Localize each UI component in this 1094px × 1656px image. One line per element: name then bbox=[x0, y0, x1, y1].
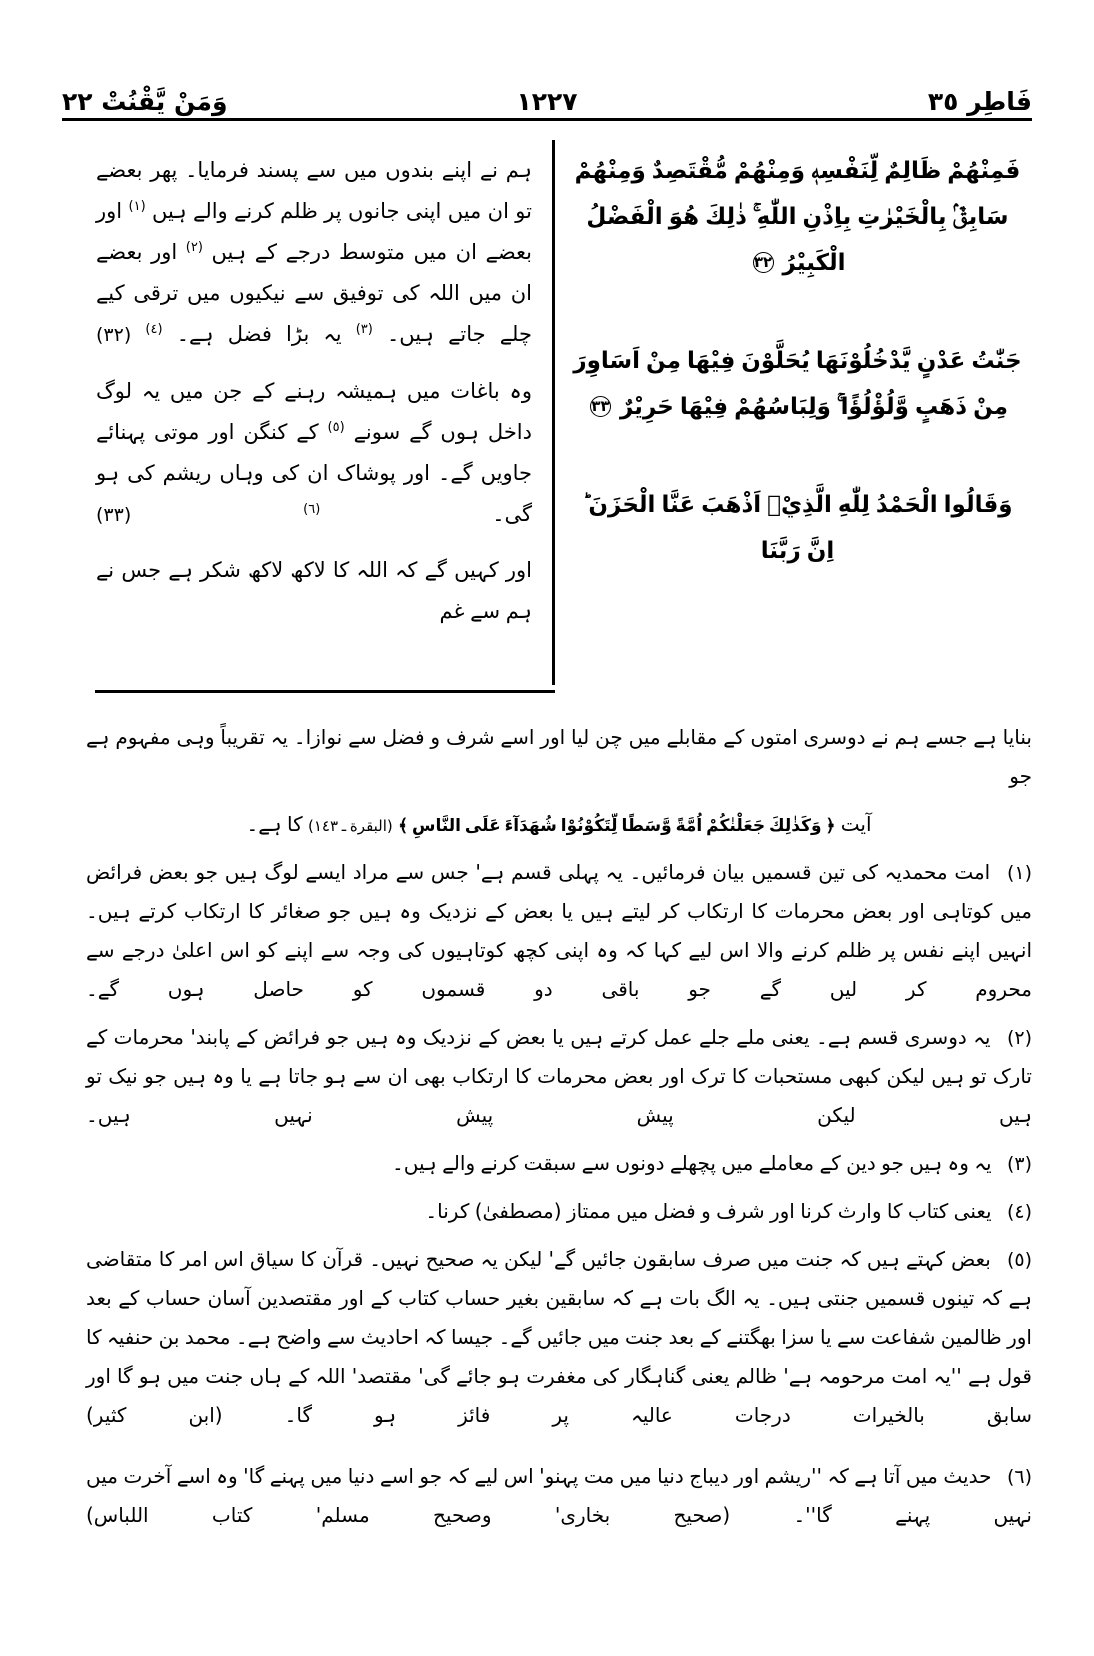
urdu-32-n1: (١) bbox=[128, 198, 146, 214]
urdu-32-verse: (٣٢) bbox=[96, 323, 132, 346]
urdu-32-n4: (٤) bbox=[145, 321, 163, 337]
urdu-para-33 bbox=[96, 371, 532, 535]
header-rule bbox=[62, 118, 1032, 121]
translation-block bbox=[90, 140, 1032, 685]
ayah-32 bbox=[573, 148, 1022, 286]
urdu-32-n3: (٣) bbox=[355, 321, 373, 337]
urdu-translation-column bbox=[90, 140, 552, 685]
urdu-33-t1: وہ باغات میں ہمیشہ رہنے کے جن میں یہ لوگ داخل ہوں گے سونے bbox=[96, 378, 532, 444]
commentary-note-3 bbox=[86, 1144, 1032, 1183]
note-2-number: (٢) bbox=[1006, 1027, 1032, 1050]
ayah-32-marker: ٣٢ bbox=[753, 253, 773, 271]
note-1-text: امت محمدیہ کی تین قسمیں بیان فرمائیں۔ یہ پہلی قسم ہے' جس سے مراد ایسے لوگ ہیں جو بعض فرائض میں کوتاہی اور بعض محرمات کا ارتکاب کر لیتے ہیں یا بعض کے نزدیک وہ ہیں جو صغائر کا ارتکاب کرتے ہیں۔ انہیں اپنے نفس پر ظلم کرنے والا اس لیے کہا کہ وہ اپنی کچھ کوتاہیوں کی وجہ سے اپنے کو اس اعلیٰ درجے سے محروم کر لیں گے جو باقی دو قسموں کو حاصل ہوں گے۔ bbox=[86, 860, 1032, 1002]
commentary-intro-line: بنایا ہے جسے ہم نے دوسری امتوں کے مقابلے میں چن لیا اور اسے شرف و فضل سے نوازا۔ یہ تقریباً وہی مفہوم ہے جو bbox=[86, 725, 1032, 788]
commentary-rule bbox=[95, 690, 555, 693]
commentary-note-2 bbox=[86, 1018, 1032, 1135]
juz-label: وَمَنْ يَّقْنُتْ ٢٢ bbox=[62, 87, 228, 116]
note-5-number: (٥) bbox=[1006, 1249, 1033, 1272]
commentary-note-6 bbox=[86, 1457, 1032, 1535]
page-number: ١٢٢٧ bbox=[516, 87, 578, 116]
urdu-33-n1: (٥) bbox=[327, 419, 345, 435]
urdu-33-t2: کے کنگن اور موتی پہنائے جاویں گے۔ اور پوشاک ان کی وہاں ریشم کی ہو گی۔ bbox=[96, 419, 532, 526]
ayah-33 bbox=[573, 338, 1022, 430]
commentary-note-1 bbox=[86, 853, 1032, 1009]
urdu-32-t2: اور بعضے ان میں متوسط درجے کے ہیں bbox=[96, 198, 533, 264]
ayah-33-text: جَنّٰتُ عَدْنٍ يَّدْخُلُوْنَهَا يُحَلَّوْنَ فِيْهَا مِنْ اَسَاوِرَ مِنْ ذَهَبٍ وَّلُؤْلُؤًا ۚ وَلِبَاسُهُمْ فِيْهَا حَرِيْرٌ bbox=[573, 348, 1022, 420]
note-2-text: یہ دوسری قسم ہے۔ یعنی ملے جلے عمل کرتے ہیں یا بعض کے نزدیک وہ ہیں جو فرائض کے پابند' محرمات کے تارک تو ہیں لیکن کبھی مستحبات کا ترک اور بعض محرمات کا ارتکاب بھی ان سے ہو جاتا ہے یا وہ ہیں جو نیک تو ہیں لیکن پیش پیش نہیں ہیں۔ bbox=[86, 1025, 1032, 1128]
ayah-33-marker: ٣٣ bbox=[591, 397, 610, 415]
citation-label: آیت bbox=[840, 812, 872, 836]
surah-label: فَاطِر ٣٥ bbox=[927, 87, 1032, 116]
urdu-33-verse: (٣٣) bbox=[96, 503, 132, 526]
note-4-number: (٤) bbox=[1006, 1201, 1032, 1224]
urdu-para-34: اور کہیں گے کہ اللہ کا لاکھ لاکھ شکر ہے جس نے ہم سے غم bbox=[96, 558, 532, 624]
note-6-text: حدیث میں آتا ہے کہ ''ریشم اور دیباج دنیا میں مت پہنو' اس لیے کہ جو اسے دنیا میں پہنے گا' وہ اسے آخرت میں نہیں پہنے گا''۔ (صحیح بخاری' وصحیح مسلم' کتاب اللباس) bbox=[86, 1464, 1032, 1528]
urdu-32-t4: یہ بڑا فضل ہے۔ bbox=[176, 321, 342, 346]
note-5-text: بعض کہتے ہیں کہ جنت میں صرف سابقون جائیں گے' لیکن یہ صحیح نہیں۔ قرآن کا سیاق اس امر کا متقاضی ہے کہ تینوں قسمیں جنتی ہیں۔ یہ الگ بات ہے کہ سابقین بغیر حساب کتاب کے اور مقتصدین آسان حساب کے بعد اور ظالمین شفاعت سے یا سزا بھگتنے کے بعد جنت میں جائیں گے۔ جیسا کہ احادیث سے واضح ہے۔ محمد بن حنفیہ کا قول ہے ''یہ امت مرحومہ ہے' ظالم یعنی گناہگار کی مغفرت ہو جائے گی' مقتصد' اللہ کے ہاں جنت میں ہو گا اور سابق بالخیرات درجات عالیہ پر فائز ہو گا۔ (ابن کثیر) bbox=[86, 1247, 1032, 1428]
note-3-text: یہ وہ ہیں جو دین کے معاملے میں پچھلے دونوں سے سبقت کرنے والے ہیں۔ bbox=[392, 1151, 992, 1176]
note-6-number: (٦) bbox=[1006, 1466, 1032, 1489]
ayah-34 bbox=[573, 482, 1022, 574]
urdu-32-t3: اور بعضے ان میں اللہ کی توفیق سے نیکیوں میں ترقی کیے چلے جاتے ہیں۔ bbox=[96, 239, 532, 346]
note-3-number: (٣) bbox=[1006, 1153, 1032, 1176]
page-header bbox=[62, 66, 1032, 114]
citation-tail: کا ہے۔ bbox=[246, 812, 303, 836]
commentary-quran-citation bbox=[86, 805, 1032, 844]
note-4-text: یعنی کتاب کا وارث کرنا اور شرف و فضل میں ممتاز (مصطفیٰ) کرنا۔ bbox=[425, 1199, 992, 1224]
citation-reference: (البقرة ـ ١٤٣) bbox=[307, 817, 393, 835]
urdu-32-t1: ہم نے اپنے بندوں میں سے پسند فرمایا۔ پھر بعضے تو ان میں اپنی جانوں پر ظلم کرنے والے ہیں bbox=[96, 158, 532, 223]
urdu-32-n2: (٢) bbox=[185, 239, 203, 255]
commentary-note-4 bbox=[86, 1192, 1032, 1231]
urdu-para-32 bbox=[96, 150, 532, 355]
ayah-32-text: فَمِنْهُمْ ظَالِمٌ لِّنَفْسِهٖ وَمِنْهُمْ مُّقْتَصِدٌ وَمِنْهُمْ سَابِقٌۢ بِالْخَيْرٰتِ بِاِذْنِ اللّٰهِ ۚ ذٰلِكَ هُوَ الْفَضْلُ الْكَبِيْرُ bbox=[574, 158, 1021, 276]
citation-ayah: ﴿ وَكَذٰلِكَ جَعَلْنٰكُمْ اُمَّةً وَّسَطًا لِّتَكُوْنُوْا شُهَدَآءَ عَلَى النَّاسِ ﴾ bbox=[398, 816, 836, 836]
note-1-number: (١) bbox=[1006, 862, 1033, 884]
arabic-column bbox=[552, 140, 1032, 685]
urdu-33-n2: (٦) bbox=[303, 501, 321, 517]
commentary-section bbox=[86, 718, 1032, 1544]
ayah-34-text: وَقَالُوا الْحَمْدُ لِلّٰهِ الَّذِيْۤ اَذْهَبَ عَنَّا الْحَزَنَ ؕ اِنَّ رَبَّنَا bbox=[582, 492, 1013, 564]
commentary-note-5 bbox=[86, 1240, 1032, 1435]
